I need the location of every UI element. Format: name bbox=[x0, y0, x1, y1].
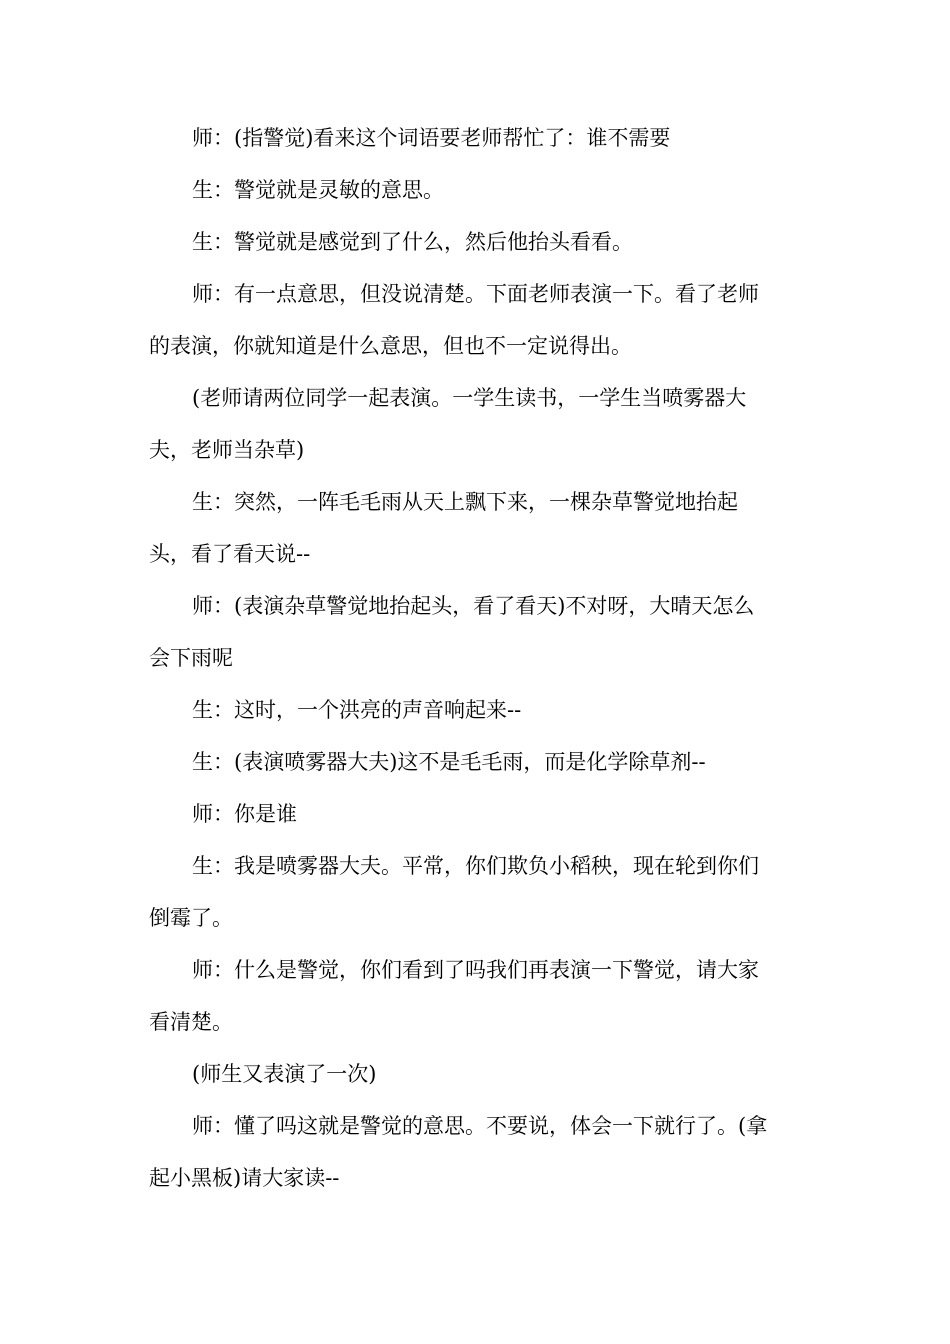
text-line: 会下雨呢 bbox=[149, 646, 233, 670]
text-line: 师：懂了吗这就是警觉的意思。不要说，体会一下就行了。(拿 bbox=[192, 1114, 768, 1138]
text-line: 师：你是谁 bbox=[192, 802, 297, 826]
text-line: 头，看了看天说-- bbox=[149, 542, 311, 566]
text-line: 生：突然，一阵毛毛雨从天上飘下来，一棵杂草警觉地抬起 bbox=[192, 490, 738, 514]
text-line: 生：我是喷雾器大夫。平常，你们欺负小稻秧，现在轮到你们 bbox=[192, 854, 759, 878]
text-line: 倒霉了。 bbox=[149, 906, 233, 930]
text-line: 师：(表演杂草警觉地抬起头，看了看天)不对呀，大晴天怎么 bbox=[192, 594, 755, 618]
text-line: 生：警觉就是感觉到了什么，然后他抬头看看。 bbox=[192, 230, 633, 254]
text-line: (老师请两位同学一起表演。一学生读书，一学生当喷雾器大 bbox=[192, 386, 747, 410]
text-line: (师生又表演了一次) bbox=[192, 1062, 377, 1086]
text-line: 师：什么是警觉，你们看到了吗我们再表演一下警觉，请大家 bbox=[192, 958, 759, 982]
text-line: 师：(指警觉)看来这个词语要老师帮忙了：谁不需要 bbox=[192, 126, 671, 150]
text-line: 生：警觉就是灵敏的意思。 bbox=[192, 178, 444, 202]
text-line: 生：这时，一个洪亮的声音响起来-- bbox=[192, 698, 522, 722]
text-line: 起小黑板)请大家读-- bbox=[149, 1166, 340, 1190]
text-line: 生：(表演喷雾器大夫)这不是毛毛雨，而是化学除草剂-- bbox=[192, 750, 706, 774]
document-body bbox=[149, 114, 809, 1206]
text-line: 师：有一点意思，但没说清楚。下面老师表演一下。看了老师 bbox=[192, 282, 759, 306]
text-line: 夫，老师当杂草) bbox=[149, 438, 305, 462]
text-line: 看清楚。 bbox=[149, 1010, 233, 1034]
text-line: 的表演，你就知道是什么意思，但也不一定说得出。 bbox=[149, 334, 632, 358]
